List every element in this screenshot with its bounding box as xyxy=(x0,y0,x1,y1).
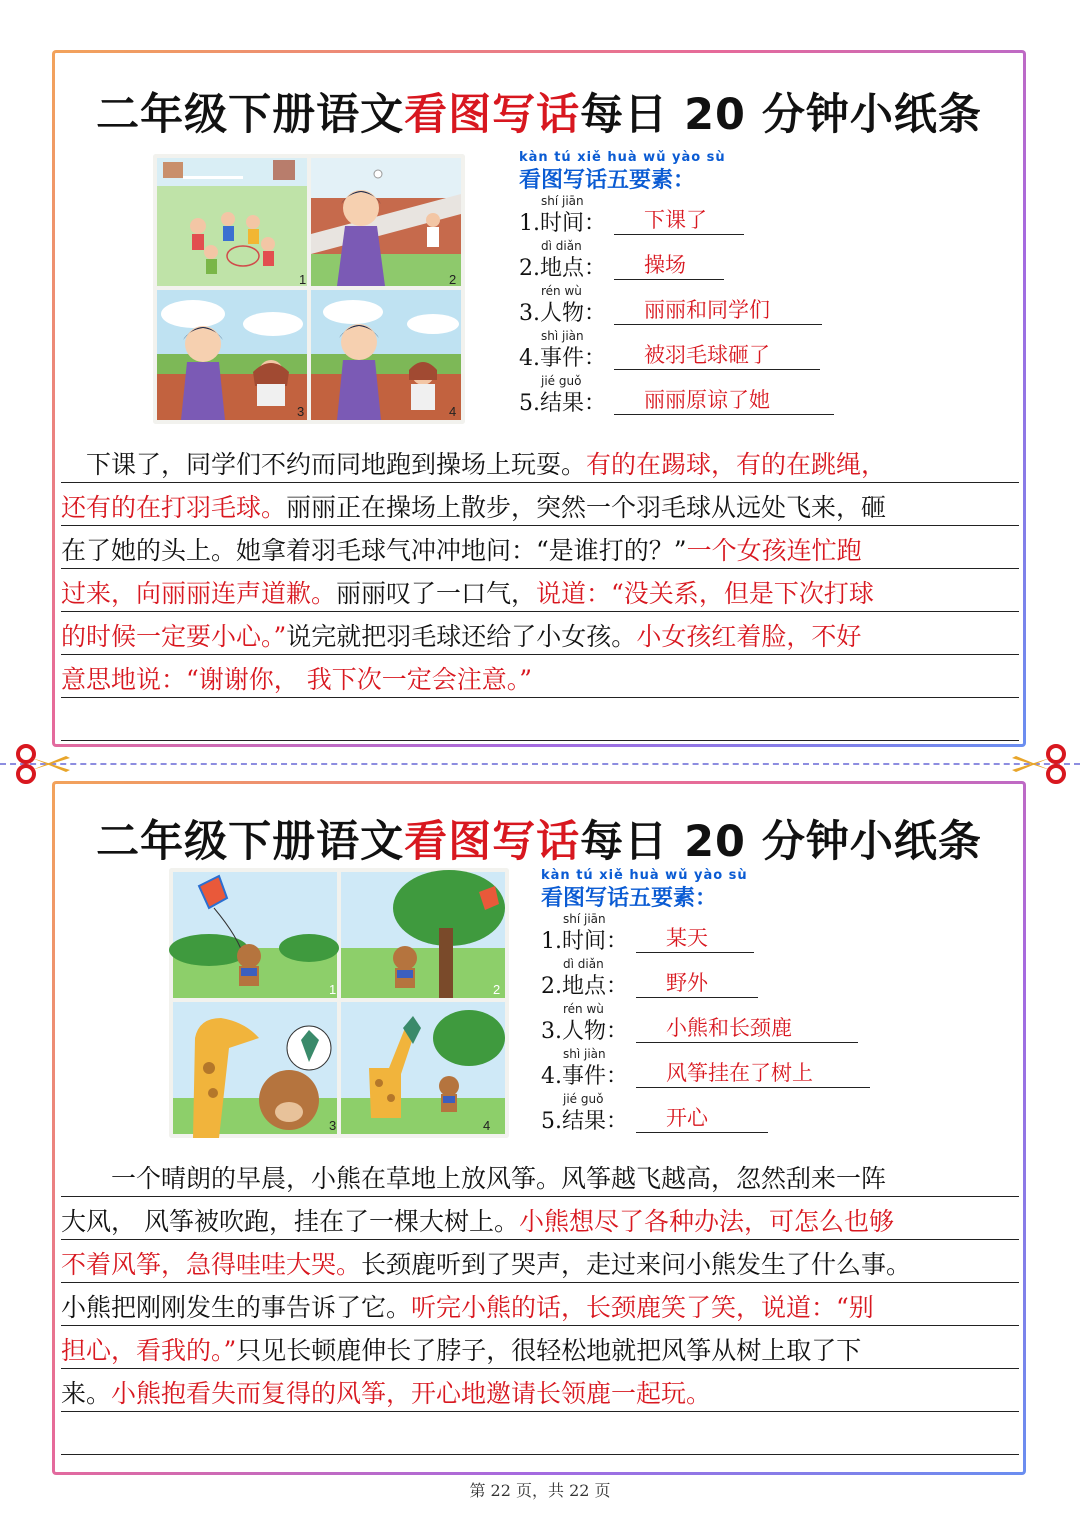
five-elements-heading: 看图写话五要素： xyxy=(519,167,696,193)
title-prefix: 二年级下册语文 xyxy=(96,817,405,867)
essay-line xyxy=(61,1291,1019,1326)
element-answer: 野外 xyxy=(636,970,758,998)
label-pinyin: dì diǎn xyxy=(541,239,582,253)
essay-segment-red: 意思地说：“谢谢你， 我下次一定会注意。” xyxy=(61,665,533,694)
essay-segment-red: 听完小熊的话，长颈鹿笑了笑，说道：“别 xyxy=(411,1293,874,1322)
essay-segment: 丽丽正在操场上散步，突然一个羽毛球从远处飞来，砸 xyxy=(286,493,887,522)
essay-line-blank xyxy=(61,1420,1019,1455)
element-answer: 某天 xyxy=(636,925,754,953)
element-answer: 丽丽原谅了她 xyxy=(614,387,834,415)
element-row-event xyxy=(519,329,849,374)
essay-segment: 大风， 风筝被吹跑，挂在了一棵大树上。 xyxy=(61,1207,519,1236)
title-suffix: 每日 20 分钟小纸条 xyxy=(580,817,982,867)
label-pinyin: jié guǒ xyxy=(541,374,582,388)
panel-number: 1 xyxy=(329,982,337,997)
comic-illustration xyxy=(169,868,509,1138)
label-pinyin: rén wù xyxy=(563,1002,604,1016)
five-elements-box xyxy=(541,868,881,1137)
essay-line xyxy=(61,491,1019,526)
element-answer: 丽丽和同学们 xyxy=(614,297,822,325)
element-answer: 风筝挂在了树上 xyxy=(636,1060,870,1088)
essay-segment-red: 小女孩红着脸，不好 xyxy=(636,622,862,651)
title-prefix: 二年级下册语文 xyxy=(96,90,405,140)
essay-line xyxy=(61,620,1019,655)
panel-number: 4 xyxy=(449,404,457,419)
element-label: 5.结果： xyxy=(541,1109,628,1134)
essay-segment: 来。 xyxy=(61,1379,112,1408)
essay-line xyxy=(61,1334,1019,1369)
label-pinyin: dì diǎn xyxy=(563,957,604,971)
element-answer: 开心 xyxy=(636,1105,768,1133)
five-elements-heading: 看图写话五要素： xyxy=(541,885,718,911)
comic-panels-drawing xyxy=(169,868,509,1138)
page-footer: 第 22 页，共 22 页 xyxy=(469,1481,611,1500)
element-answer: 下课了 xyxy=(614,207,744,235)
element-label: 2.地点： xyxy=(541,974,628,999)
element-row-result xyxy=(541,1092,881,1137)
panel-number: 3 xyxy=(297,404,305,419)
essay-segment-red: 还有的在打羽毛球。 xyxy=(61,493,287,522)
essay-line xyxy=(61,1205,1019,1240)
essay-segment-red: 过来，向丽丽连声道歉。 xyxy=(61,579,337,608)
five-elements-box xyxy=(519,150,849,419)
essay-segment: 下课了，同学们不约而同地跑到操场上玩耍。 xyxy=(61,450,587,479)
essay-segment: 丽丽叹了一口气， xyxy=(336,579,537,608)
essay-line xyxy=(61,663,1019,698)
essay-segment-red: 小熊抱看失而复得的风筝，开心地邀请长领鹿一起玩。 xyxy=(111,1379,712,1408)
essay-segment: 在了她的头上。她拿着羽毛球气冲冲地问：“是谁打的？” xyxy=(61,536,687,565)
essay-segment: 小熊把刚刚发生的事告诉了它。 xyxy=(61,1293,412,1322)
label-pinyin: shí jiān xyxy=(563,912,606,926)
essay-segment: 一个晴朗的早晨，小熊在草地上放风筝。风筝越飞越高，忽然刮来一阵 xyxy=(61,1164,887,1193)
essay-line xyxy=(61,534,1019,569)
panel-number: 1 xyxy=(299,272,307,287)
essay-segment: 只见长顿鹿伸长了脖子，很轻松地就把风筝从树上取了下 xyxy=(236,1336,862,1365)
element-row-result xyxy=(519,374,849,419)
essay-line-blank xyxy=(61,706,1019,741)
panel-number: 2 xyxy=(493,982,501,997)
essay-segment-red: 说道：“没关系，但是下次打球 xyxy=(536,579,874,608)
essay-segment-red: 小熊想尽了各种办法，可怎么也够 xyxy=(518,1207,894,1236)
label-pinyin: rén wù xyxy=(541,284,582,298)
element-row-place xyxy=(519,239,849,284)
element-row-people xyxy=(519,284,849,329)
essay-segment: 长颈鹿听到了哭声，走过来问小熊发生了什么事。 xyxy=(361,1250,912,1279)
essay-line xyxy=(61,448,1019,483)
comic-illustration xyxy=(153,154,465,424)
heading-pinyin: kàn tú xiě huà wǔ yào sù xyxy=(541,868,748,883)
label-pinyin: shí jiān xyxy=(541,194,584,208)
element-label: 3.人物： xyxy=(541,1019,628,1044)
element-label: 1.时间： xyxy=(519,211,606,236)
element-answer: 小熊和长颈鹿 xyxy=(636,1015,858,1043)
element-row-people xyxy=(541,1002,881,1047)
scissors-icon xyxy=(14,744,74,784)
panel-number: 3 xyxy=(329,1118,337,1133)
element-label: 4.事件： xyxy=(519,346,606,371)
essay-segment-red: 有的在踢球，有的在跳绳， xyxy=(586,450,887,479)
title-highlight: 看图写话 xyxy=(404,817,581,867)
card-title xyxy=(55,808,1023,869)
card-title xyxy=(55,81,1023,142)
essay-line xyxy=(61,1162,1019,1197)
element-row-place xyxy=(541,957,881,1002)
essay-segment-red: 的时候一定要小心。” xyxy=(61,622,287,651)
label-pinyin: shì jiàn xyxy=(563,1047,606,1061)
element-row-time xyxy=(519,194,849,239)
cut-line xyxy=(0,763,1080,765)
worksheet-card-2 xyxy=(52,781,1026,1475)
label-pinyin: shì jiàn xyxy=(541,329,584,343)
essay-segment-red: 担心，看我的。” xyxy=(61,1336,237,1365)
title-suffix: 每日 20 分钟小纸条 xyxy=(580,90,982,140)
label-pinyin: jié guǒ xyxy=(563,1092,604,1106)
title-highlight: 看图写话 xyxy=(404,90,581,140)
element-row-event xyxy=(541,1047,881,1092)
worksheet-card-1 xyxy=(52,50,1026,747)
essay-line xyxy=(61,1248,1019,1283)
element-label: 5.结果： xyxy=(519,391,606,416)
comic-panels-drawing xyxy=(153,154,465,424)
essay-segment-red: 一个女孩连忙跑 xyxy=(686,536,862,565)
essay-line xyxy=(61,577,1019,612)
element-label: 1.时间： xyxy=(541,929,628,954)
element-row-time xyxy=(541,912,881,957)
element-label: 2.地点： xyxy=(519,256,606,281)
element-answer: 操场 xyxy=(614,252,724,280)
element-label: 3.人物： xyxy=(519,301,606,326)
panel-number: 4 xyxy=(483,1118,491,1133)
essay-line xyxy=(61,1377,1019,1412)
heading-pinyin: kàn tú xiě huà wǔ yào sù xyxy=(519,150,726,165)
element-answer: 被羽毛球砸了 xyxy=(614,342,820,370)
essay-segment: 说完就把羽毛球还给了小女孩。 xyxy=(286,622,637,651)
essay-segment-red: 不着风筝，急得哇哇大哭。 xyxy=(61,1250,362,1279)
panel-number: 2 xyxy=(449,272,457,287)
scissors-icon xyxy=(1008,744,1068,784)
element-label: 4.事件： xyxy=(541,1064,628,1089)
